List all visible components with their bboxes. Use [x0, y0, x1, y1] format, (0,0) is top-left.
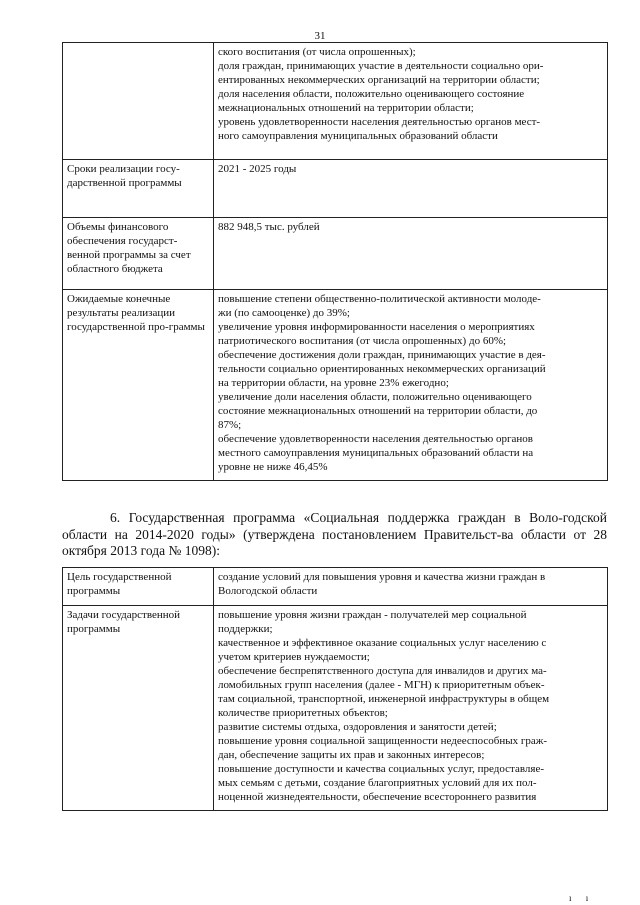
row-content — [214, 290, 608, 481]
row-content — [214, 43, 608, 160]
content-line: ного самоуправления муниципальных образований области — [218, 130, 498, 142]
content-line: повышение уровня социальной защищенности недееспособных граж- — [218, 735, 548, 747]
content-line: тельности социально ориентированных некоммерческих организаций — [218, 363, 546, 375]
footer-marks: ı ı — [569, 893, 595, 903]
content-line: количестве приоритетных объектов; — [218, 707, 388, 719]
content-line: развитие системы отдыха, оздоровления и занятости детей; — [218, 721, 497, 733]
content-line: увеличение уровня информированности населения о мероприятиях — [218, 321, 535, 333]
content-line: повышение доступности и качества социальных услуг, предоставляе- — [218, 763, 544, 775]
row-content — [214, 218, 608, 290]
row-content — [214, 606, 608, 811]
content-line: обеспечение удовлетворенности населения деятельностью органов — [218, 433, 533, 445]
program-passport-table-2 — [62, 567, 608, 811]
content-line: ского воспитания (от числа опрошенных); — [218, 46, 416, 58]
row-label: Задачи государственной программы — [63, 606, 214, 811]
content-line: создание условий для повышения уровня и качества жизни граждан в — [218, 571, 546, 583]
content-line: там социальной, транспортной, инженерной инфраструктуры в общем — [218, 693, 550, 705]
content-line: уровне не ниже 46,45% — [218, 461, 328, 473]
table-row — [63, 290, 608, 481]
row-label: Объемы финансового обеспечения государст-венной программы за счет областного бюджета — [63, 218, 214, 290]
content-line: поддержки; — [218, 623, 273, 635]
content-line: повышение уровня жизни граждан - получателей мер социальной — [218, 609, 527, 621]
content-line: дан, обеспечение защиты их прав и законных интересов; — [218, 749, 485, 761]
content-line: увеличение доли населения области, положительно оценивающего — [218, 391, 532, 403]
table-row — [63, 160, 608, 218]
content-line: патриотического воспитания (от числа опрошенных) до 60%; — [218, 335, 507, 347]
content-line: повышение степени общественно-политической активности молоде- — [218, 293, 541, 305]
row-content — [214, 568, 608, 606]
content-line: Вологодской области — [218, 585, 318, 597]
row-content — [214, 160, 608, 218]
section-heading: 6. Государственная программа «Социальная поддержка граждан в Воло-годской области на 2014-2020 годы» (утверждена постановлением Правительст-ва области от 28 октября 2013 года № 1098): — [62, 510, 607, 558]
content-line: обеспечение беспрепятственного доступа для инвалидов и других ма- — [218, 665, 547, 677]
content-line: мых семьям с детьми, создание благоприятных условий для их пол- — [218, 777, 537, 789]
content-line: обеспечение достижения доли граждан, принимающих участие в дея- — [218, 349, 546, 361]
content-line: на территории области, на уровне 23% ежегодно; — [218, 377, 449, 389]
content-line: доля граждан, принимающих участие в деятельности социально ори- — [218, 60, 544, 72]
content-line: жи (по самооценке) до 39%; — [218, 307, 350, 319]
content-line: учетом критериев нуждаемости; — [218, 651, 370, 663]
content-line: ноценной жизнедеятельности, обеспечение всестороннего развития — [218, 791, 537, 803]
table-row — [63, 218, 608, 290]
content-line: состояние межнациональных отношений на территории области, до — [218, 405, 538, 417]
row-label — [63, 43, 214, 160]
content-line: местного самоуправления муниципальных образований области на — [218, 447, 534, 459]
row-label: Сроки реализации госу-дарственной программы — [63, 160, 214, 218]
content-line: уровень удовлетворенности населения деятельностью органов мест- — [218, 116, 541, 128]
content-line: межнациональных отношений на территории области; — [218, 102, 474, 114]
table-row — [63, 606, 608, 811]
content-line: 2021 - 2025 годы — [218, 163, 297, 175]
table-row — [63, 43, 608, 160]
content-line: ломобильных групп населения (далее - МГН) к приоритетным объек- — [218, 679, 545, 691]
content-line: 882 948,5 тыс. рублей — [218, 221, 320, 233]
content-line: доля населения области, положительно оценивающего состояние — [218, 88, 525, 100]
program-passport-table-1 — [62, 42, 608, 481]
content-line: ентированных некоммерческих организаций на территории области; — [218, 74, 540, 86]
content-line: 87%; — [218, 419, 242, 431]
table-row — [63, 568, 608, 606]
page-number: 31 — [314, 30, 326, 42]
content-line: качественное и эффективное оказание социальных услуг населению с — [218, 637, 547, 649]
row-label: Ожидаемые конечные результаты реализации государственной про-граммы — [63, 290, 214, 481]
row-label: Цель государственной программы — [63, 568, 214, 606]
